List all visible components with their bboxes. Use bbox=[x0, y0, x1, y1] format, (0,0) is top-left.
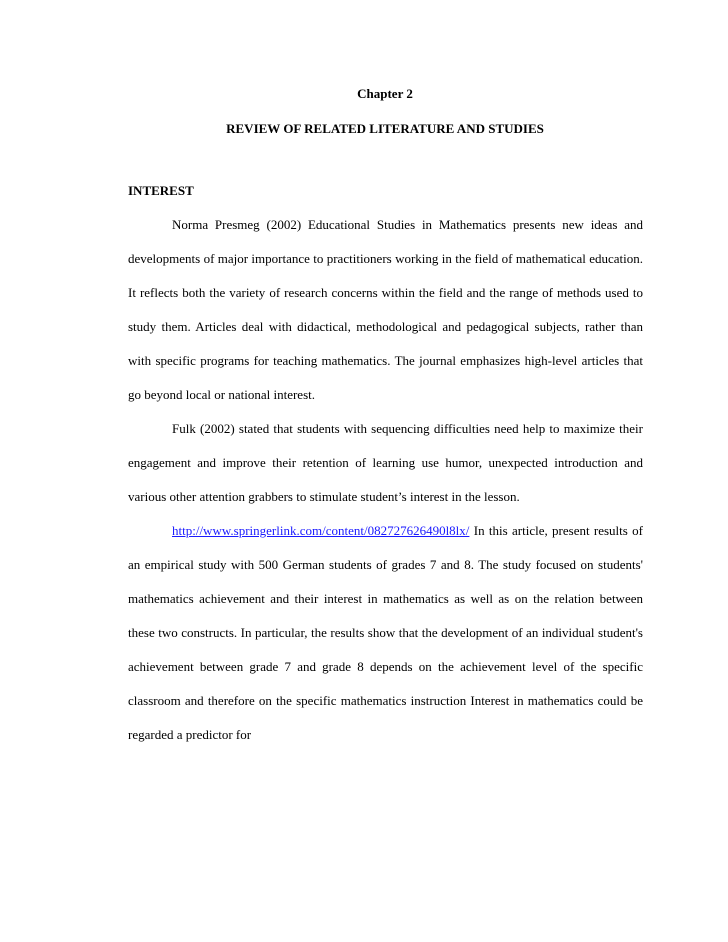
section-heading: INTEREST bbox=[128, 183, 194, 198]
springerlink-link[interactable]: http://www.springerlink.com/content/082727626490l8lx/ bbox=[172, 523, 470, 538]
body-text bbox=[128, 208, 643, 752]
paragraph-springerlink-text: In this article, present results of an empirical study with 500 German students of grades 7 and 8. The study focused on students' mathematics achievement and their interest in mathematics as well as on the relation between these two constructs. In particular, the results show that the development of an individual student's achievement between grade 7 and grade 8 depends on the achievement level of the specific classroom and therefore on the specific mathematics instruction Interest in mathematics could be regarded a predictor for bbox=[128, 523, 643, 742]
chapter-title: REVIEW OF RELATED LITERATURE AND STUDIES bbox=[226, 121, 544, 136]
paragraph-presmeg: Norma Presmeg (2002) Educational Studies in Mathematics presents new ideas and developments of major importance to practitioners working in the field of mathematical education. It reflects both the variety of research concerns within the field and the range of methods used to study them. Articles deal with didactical, methodological and pedagogical subjects, rather than with specific programs for teaching mathematics. The journal emphasizes high-level articles that go beyond local or national interest. bbox=[128, 217, 643, 402]
paragraph-springerlink bbox=[128, 514, 643, 752]
paragraph-fulk: Fulk (2002) stated that students with sequencing difficulties need help to maximize their engagement and improve their retention of learning use humor, unexpected introduction and various other attention grabbers to stimulate student’s interest in the lesson. bbox=[128, 421, 643, 504]
chapter-label: Chapter 2 bbox=[357, 86, 413, 101]
